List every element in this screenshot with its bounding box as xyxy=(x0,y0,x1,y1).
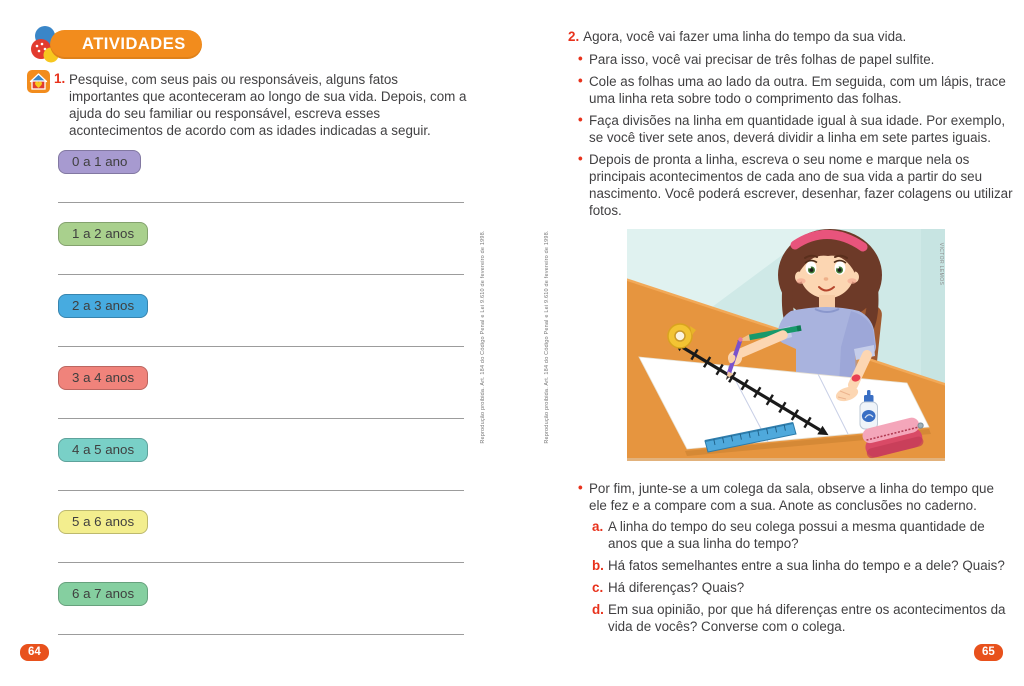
writing-line xyxy=(58,562,464,563)
page-number-left: 64 xyxy=(20,644,49,661)
question-letter: b. xyxy=(592,558,604,573)
question-c xyxy=(592,579,1006,596)
illustration-girl-drawing-timeline xyxy=(625,227,947,463)
activity1-number: 1. xyxy=(54,71,66,86)
page-number-right: 65 xyxy=(974,644,1003,661)
age-badge-5-6: 5 a 6 anos xyxy=(58,510,148,534)
writing-line xyxy=(58,346,464,347)
writing-line xyxy=(58,202,464,203)
family-activity-icon xyxy=(27,70,50,93)
copyright-note-right: Reprodução proibida. Art. 184 do Código Penal e Lei 9.610 de fevereiro de 1998. xyxy=(544,230,550,444)
closing-bullet: • Por fim, junte-se a um colega da sala, observe a linha do tempo que ele fez e a compare com a sua. Anote as conclusões no caderno. xyxy=(589,480,1013,514)
activity2-number: 2. xyxy=(568,29,580,44)
age-badge-6-7: 6 a 7 anos xyxy=(58,582,148,606)
writing-line xyxy=(58,274,464,275)
age-badge-0-1: 0 a 1 ano xyxy=(58,150,141,174)
age-badge-4-5: 4 a 5 anos xyxy=(58,438,148,462)
bullet-item: • Faça divisões na linha em quantidade igual à sua idade. Por exemplo, se você tiver sete anos, deverá dividir a linha em sete partes iguais. xyxy=(589,112,1013,146)
copyright-note-left: Reprodução proibida. Art. 184 do Código Penal e Lei 9.610 de fevereiro de 1998. xyxy=(480,230,486,444)
activity2-heading xyxy=(568,28,1008,45)
question-text: Há diferenças? Quais? xyxy=(608,580,745,595)
question-text: Em sua opinião, por que há diferenças entre os acontecimentos da vida de vocês? Converse com o colega. xyxy=(608,602,1006,634)
writing-line xyxy=(58,490,464,491)
bullet-item: • Para isso, você vai precisar de três folhas de papel sulfite. xyxy=(589,51,1013,68)
question-a xyxy=(592,518,1006,552)
question-letter: d. xyxy=(592,602,604,617)
page-title: ATIVIDADES xyxy=(50,30,202,59)
activity2-bullet-list xyxy=(589,51,1013,224)
writing-line xyxy=(58,634,464,635)
age-badge-1-2: 1 a 2 anos xyxy=(58,222,148,246)
illustration-svg xyxy=(625,227,947,463)
activity1-text: Pesquise, com seus pais ou responsáveis, alguns fatos importantes que aconteceram ao longo de sua vida. Depois, com a ajuda do seu familiar ou responsável, escreva esses acontecimentos de acordo com as idades indicadas a seguir. xyxy=(69,72,467,138)
bullet-item: • Cole as folhas uma ao lado da outra. Em seguida, com um lápis, trace uma linha reta sobre todo o comprimento das folhas. xyxy=(589,73,1013,107)
question-letter: a. xyxy=(592,519,604,534)
question-d xyxy=(592,601,1006,635)
question-b xyxy=(592,557,1006,574)
bullet-item: • Depois de pronta a linha, escreva o seu nome e marque nela os principais acontecimentos de cada ano de sua vida a partir do seu nascimento. Você poderá escrever, desenhar, fazer colagens ou utilizar fotos. xyxy=(589,151,1013,219)
age-badge-2-3: 2 a 3 anos xyxy=(58,294,148,318)
illustrator-credit: VICTOR LEMOS xyxy=(938,242,944,286)
question-list xyxy=(592,518,1006,640)
question-text: A linha do tempo do seu colega possui a mesma quantidade de anos que a sua linha do tempo? xyxy=(608,519,985,551)
activity2-intro: Agora, você vai fazer uma linha do tempo da sua vida. xyxy=(583,29,907,44)
question-text: Há fatos semelhantes entre a sua linha do tempo e a dele? Quais? xyxy=(608,558,1005,573)
age-badge-3-4: 3 a 4 anos xyxy=(58,366,148,390)
question-letter: c. xyxy=(592,580,604,595)
writing-line xyxy=(58,418,464,419)
